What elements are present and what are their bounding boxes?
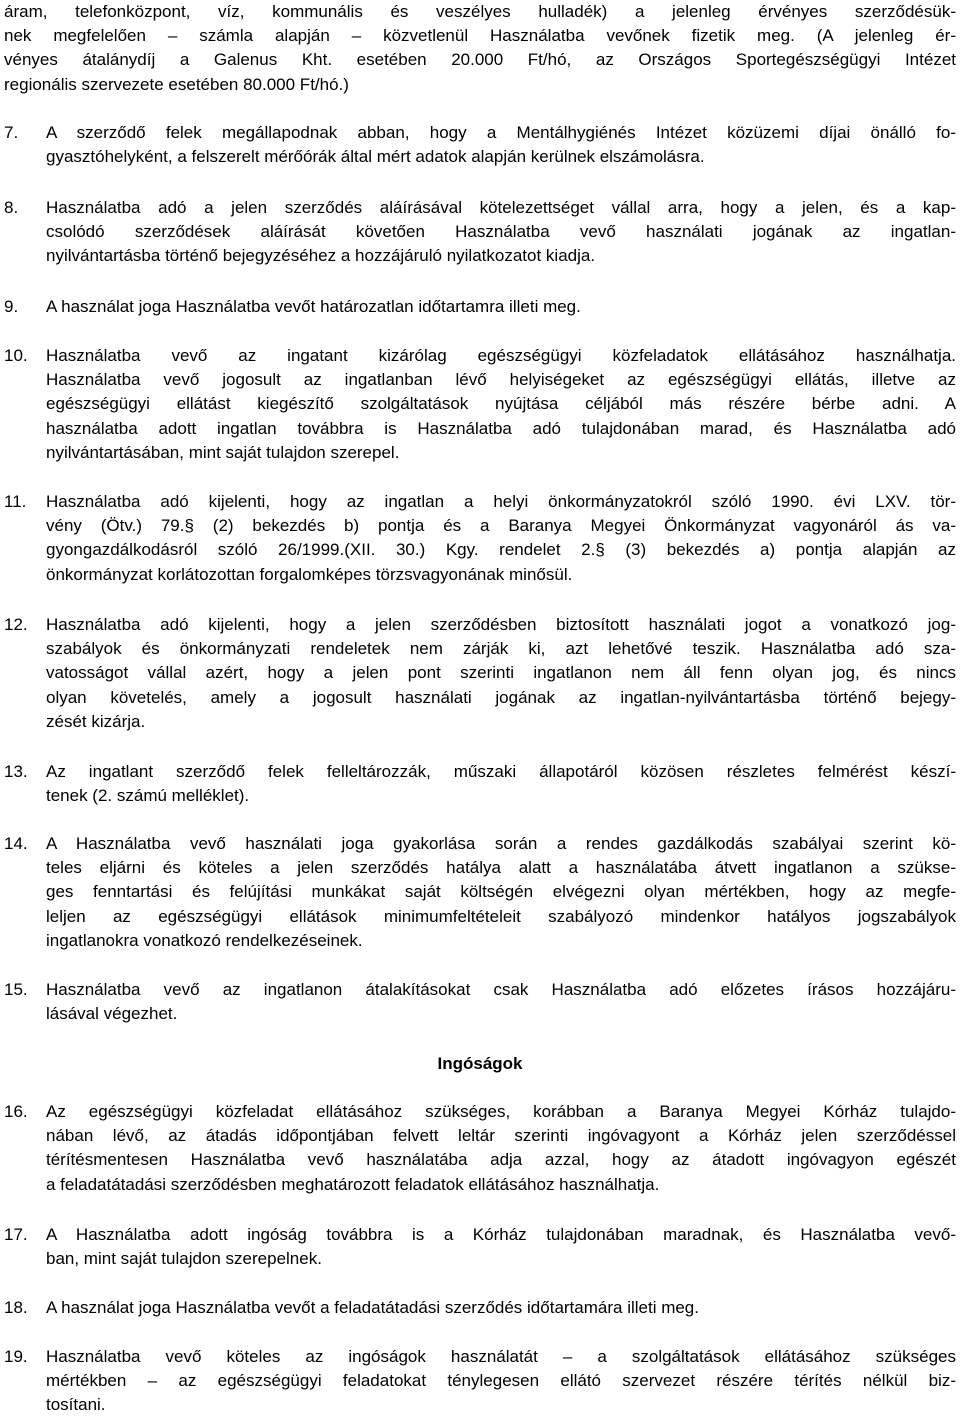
intro-line: nek megfelelően – számla alapján – közvetlenül Használatba vevőnek fizetik meg. (A jelenleg ér- [4, 26, 956, 46]
intro-line: vényes átalánydíj a Galenus Kht. esetében 20.000 Ft/hó, az Országos Sportegészségügyi Intézet [4, 50, 956, 70]
clause-line: Használatba vevő köteles az ingóságok használatát – a szolgáltatások ellátásához szükséges [46, 1347, 956, 1366]
clause-16 [4, 1100, 956, 1197]
clause-line: Használatba vevő jogosult az ingatlanban lévő helyiségeket az egészségügyi ellátás, illetve az [46, 370, 956, 390]
clause-line: ges fenntartási és felújítási munkákat saját költségén elvégezni olyan mértékben, hogy az megfe- [46, 882, 956, 902]
clause-line: Használatba adó a jelen szerződés aláírásával kötelezettséget vállal arra, hogy a jelen, és a kap- [46, 198, 956, 217]
clause-line: ban, mint saját tulajdon szerepelnek. [46, 1249, 322, 1269]
clause-line: Használatba adó kijelenti, hogy az ingatlan a helyi önkormányzatokról szóló 1990. évi LXV. tör- [46, 492, 956, 511]
clause-number: 12. [4, 615, 28, 634]
clause-line: A Használatba adott ingóság továbbra is a Kórház tulajdonában maradnak, és Használatba vevő- [46, 1225, 956, 1244]
clause-line: csolódó szerződések aláírását követően Használatba vevő használati jogának az ingatlan- [46, 222, 956, 242]
clause-15 [4, 978, 956, 1026]
clause-line: tosítani. [46, 1395, 106, 1415]
clause-9 [4, 295, 956, 319]
clause-11 [4, 490, 956, 587]
clause-17 [4, 1223, 956, 1271]
clause-line: mértékben – az egészségügyi feladatokat ténylegesen ellátó szervezet részére térítés nélkül biz- [46, 1371, 956, 1391]
clause-number: 13. [4, 762, 28, 781]
clause-number: 7. [4, 123, 19, 142]
clause-line: ingatlanokra vonatkozó rendelkezéseinek. [46, 930, 363, 950]
clause-line: gyongazdálkodásról szóló 26/1999.(XII. 30.) Kgy. rendelet 2.§ (3) bekezdés a) pontja alapján az [46, 540, 956, 560]
clause-number: 11. [4, 492, 27, 511]
clause-line: nyilvántartásba történő bejegyzéséhez a hozzájáruló nyilatkozatot kiadja. [46, 246, 596, 266]
clause-14 [4, 832, 956, 953]
clause-line: A használat joga Használatba vevőt a feladatátadási szerződés időtartamára illeti meg. [46, 1298, 699, 1317]
clause-line: szabályok és önkormányzati rendeletek nem zárják ki, azt lehetővé teszik. Használatba adó sza- [46, 639, 956, 659]
clause-line: lásával végezhet. [46, 1004, 178, 1024]
clause-line: Az egészségügyi közfeladat ellátásához szükséges, korábban a Baranya Megyei Kórház tulajdo- [46, 1102, 956, 1121]
clause-line: Az ingatlant szerződő felek felleltározzák, műszaki állapotáról közösen részletes felmérést készí- [46, 762, 956, 781]
clause-line: nában lévő, az átadás időpontjában felvett leltár szerinti ingóvagyont a Kórház jelen szerződéssel [46, 1126, 956, 1146]
clause-line: vény (Ötv.) 79.§ (2) bekezdés b) pontja és a Baranya Megyei Önkormányzat vagyonáról ás va- [46, 516, 956, 536]
clause-line: önkormányzat korlátozottan forgalomképes törzsvagyonának minősül. [46, 564, 573, 584]
clause-10 [4, 344, 956, 465]
clause-13 [4, 760, 956, 808]
clause-number: 17. [4, 1225, 28, 1244]
clause-12 [4, 613, 956, 734]
clause-line: teles eljárni és köteles a jelen szerződés hatálya alatt a használatába átvett ingatlanon a szükse- [46, 858, 956, 878]
clause-line: zését kizárja. [46, 711, 146, 731]
clause-line: egészségügyi ellátást kiegészítő szolgáltatások nyújtása céljából más részére bérbe adni. A [46, 394, 956, 414]
clause-line: Használatba adó kijelenti, hogy a jelen szerződésben biztosított használati jogot a vonatkozó jog- [46, 615, 956, 634]
intro-line: áram, telefonközpont, víz, kommunális és veszélyes hulladék) a jelenleg érvényes szerződésük- [4, 2, 956, 21]
clause-line: használatba adott ingatlan továbbra is Használatba adó tulajdonában marad, és Használatba adó [46, 418, 956, 438]
clause-number: 10. [4, 346, 28, 365]
clause-8 [4, 196, 956, 269]
clause-number: 15. [4, 980, 28, 999]
clause-number: 19. [4, 1347, 28, 1366]
clause-number: 9. [4, 297, 19, 316]
clause-line: Használatba vevő az ingatlanon átalakításokat csak Használatba adó előzetes írásos hozzájáru- [46, 980, 956, 999]
clause-7 [4, 121, 956, 169]
clause-line: térítésmentesen Használatba vevő használatába adja azzal, hogy az átadott ingóvagyon egészét [46, 1150, 956, 1170]
clause-19 [4, 1345, 956, 1418]
clause-line: olyan követelés, amely a jogosult használati jogának az ingatlan-nyilvántartásba történő bejegy- [46, 687, 956, 707]
clause-line: A szerződő felek megállapodnak abban, hogy a Mentálhygiénés Intézet közüzemi díjai önálló fo- [46, 123, 956, 142]
clause-number: 16. [4, 1102, 28, 1121]
clause-number: 18. [4, 1298, 28, 1317]
clause-number: 8. [4, 198, 19, 217]
clause-line: a feladatátadási szerződésben meghatározott feladatok ellátásához használhatja. [46, 1174, 660, 1194]
clause-line: A használat joga Használatba vevőt határozatlan időtartamra illeti meg. [46, 297, 581, 316]
clause-line: leljen az egészségügyi ellátások minimumfeltételeit szabályozó mindenkor hatályos jogszabályok [46, 906, 956, 926]
clause-line: tenek (2. számú melléklet). [46, 786, 250, 806]
clause-line: nyilvántartásában, mint saját tulajdon szerepel. [46, 442, 400, 462]
clause-line: vatosságot vállal azért, hogy a jelen pont szerinti ingatlanon nem áll fenn olyan jog, és nincs [46, 663, 956, 683]
clause-line: gyasztóhelyként, a felszerelt mérőórák által mért adatok alapján kerülnek elszámolásra. [46, 147, 705, 167]
clause-number: 14. [4, 834, 28, 853]
intro-line: regionális szervezete esetében 80.000 Ft/hó.) [4, 74, 349, 94]
clause-line: Használatba vevő az ingatant kizárólag egészségügyi közfeladatok ellátásához használhatja. [46, 346, 956, 365]
clause-line: A Használatba vevő használati joga gyakorlása során a rendes gazdálkodás szabályai szerint kö- [46, 834, 956, 853]
clause-18 [4, 1296, 956, 1320]
intro-paragraph [4, 0, 956, 97]
section-heading: Ingóságok [437, 1054, 523, 1073]
